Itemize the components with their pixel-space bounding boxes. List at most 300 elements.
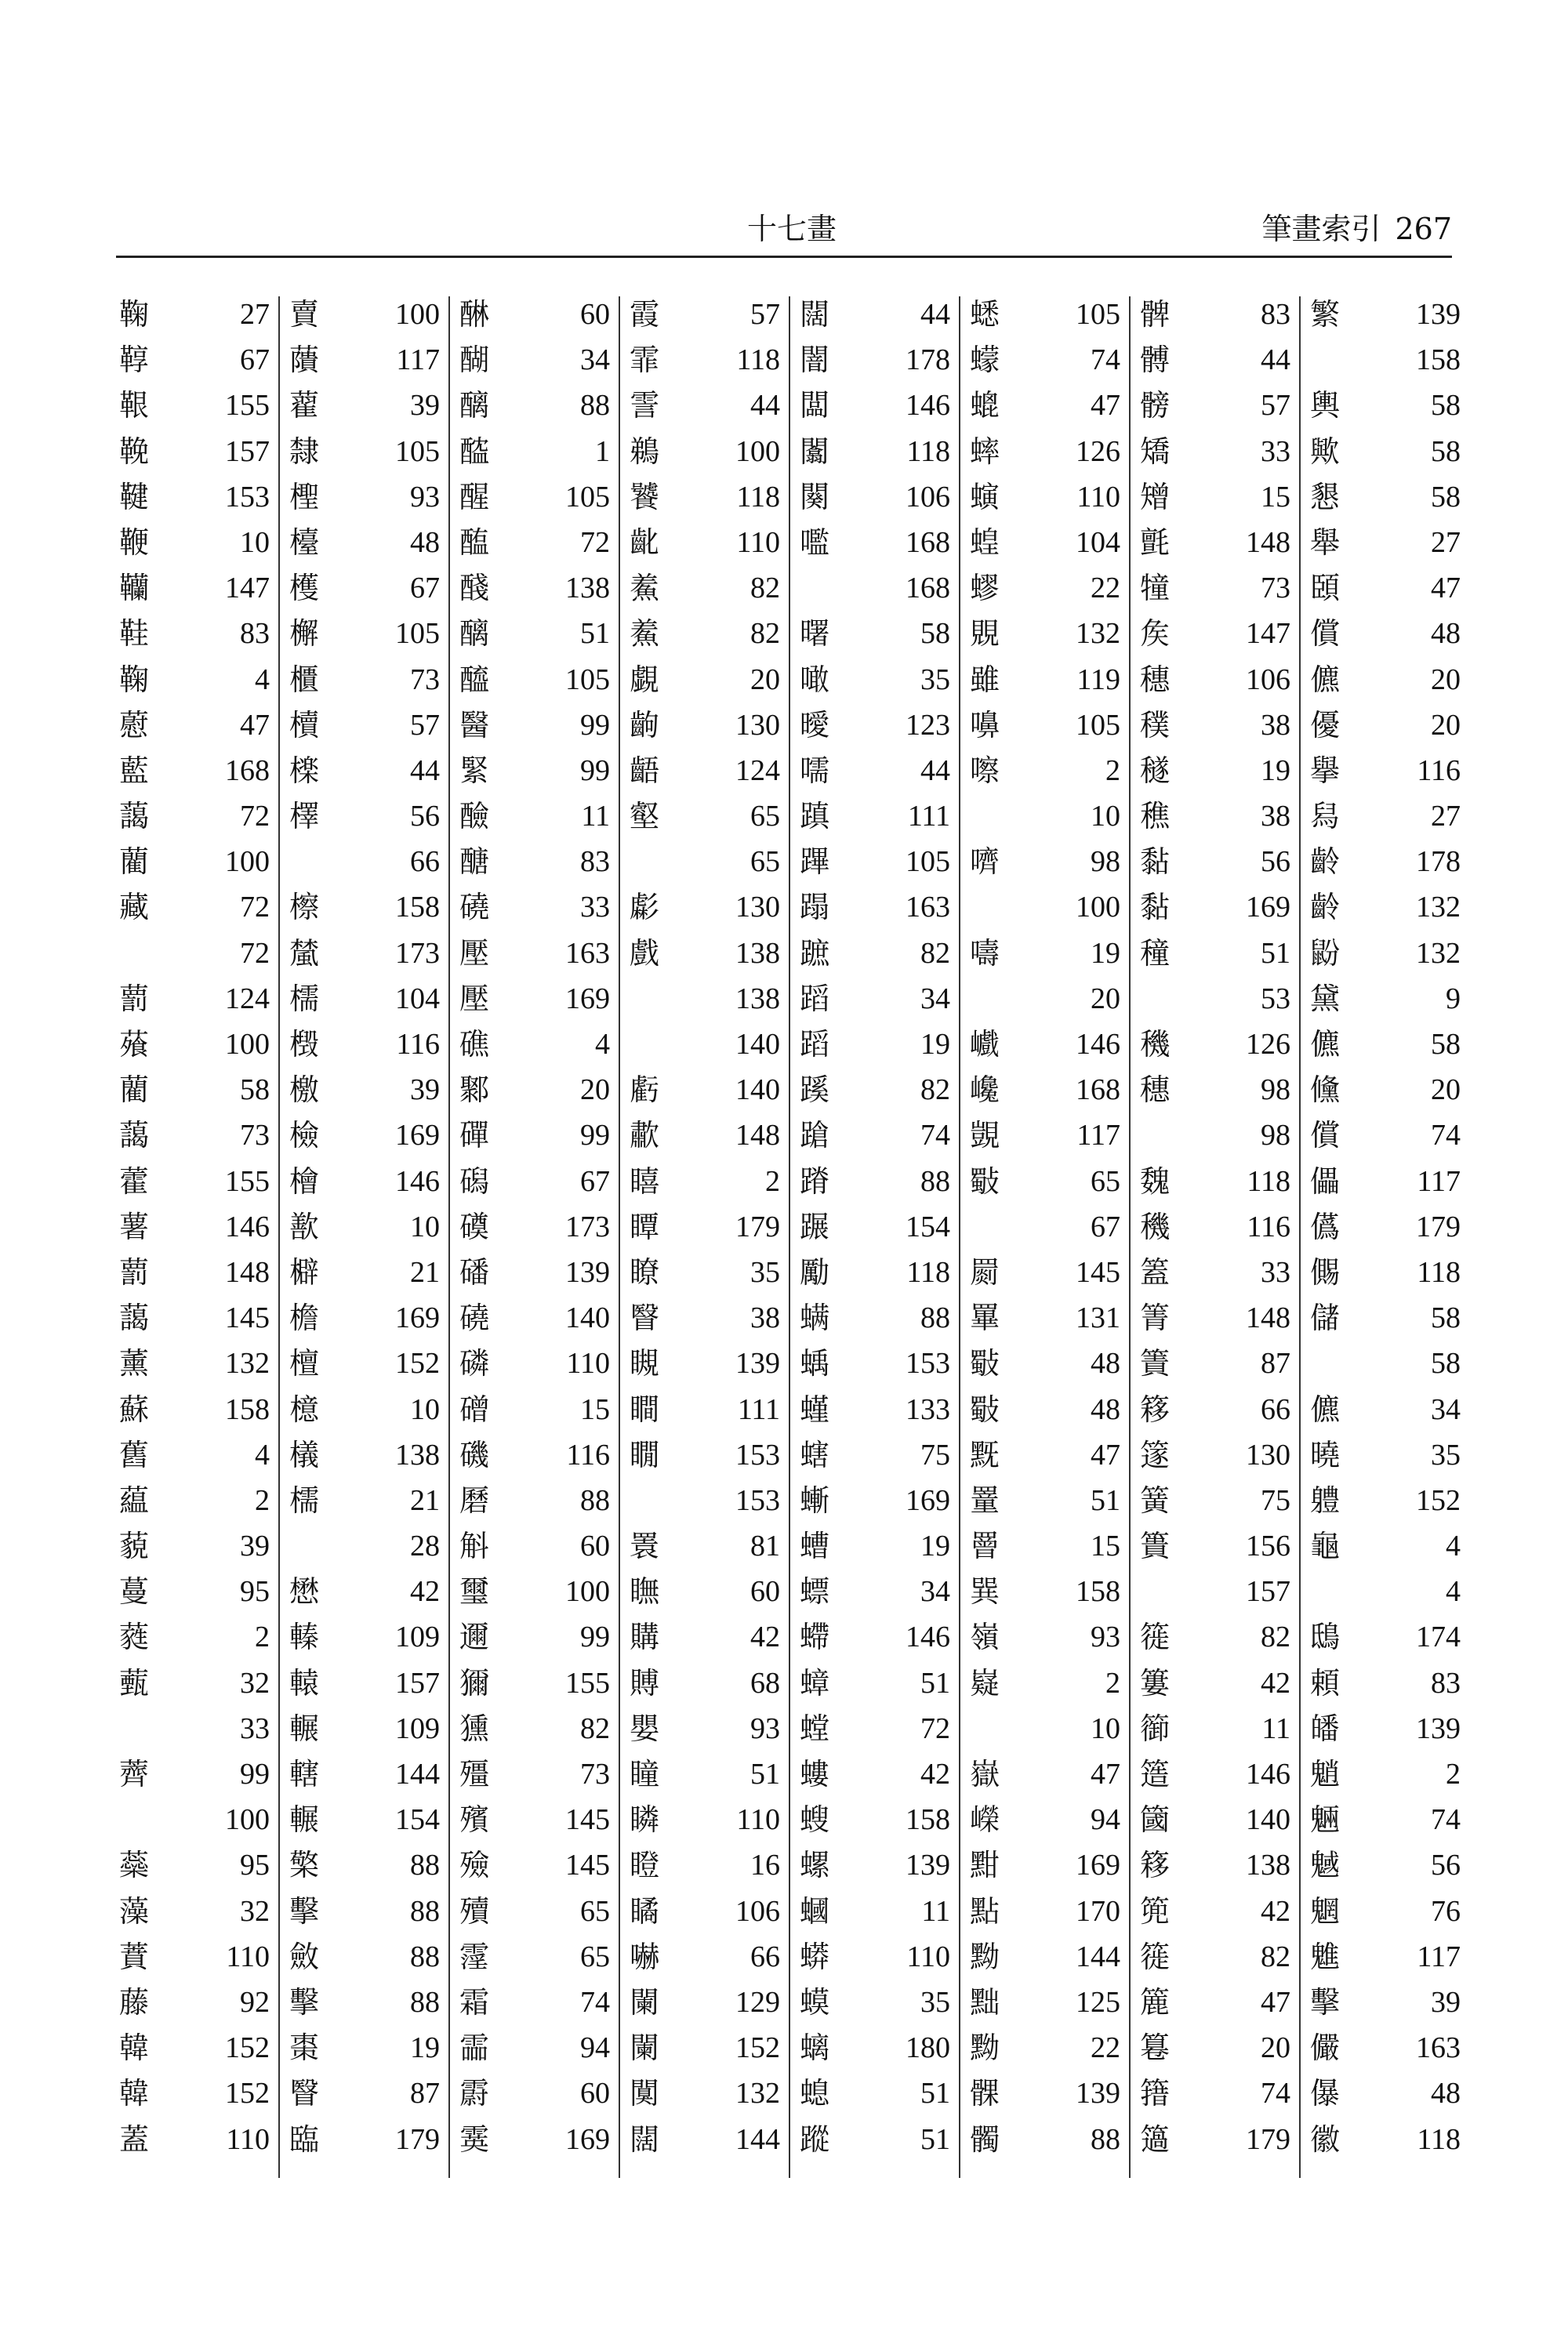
entry-character: 藐 <box>119 1529 150 1564</box>
index-label: 筆畫索引 <box>1261 212 1381 246</box>
entry-character: 黜 <box>970 1984 1000 2020</box>
index-entry <box>1307 884 1464 930</box>
entry-page-number: 126 <box>1076 434 1120 468</box>
entry-page-number: 82 <box>750 617 780 651</box>
entry-page-number: 60 <box>580 1530 610 1563</box>
entry-character: 螼 <box>800 1392 830 1427</box>
entry-page-number: 154 <box>906 1210 950 1243</box>
index-entry <box>626 1661 783 1706</box>
entry-character: 饕 <box>630 479 660 514</box>
entry-page-number: 109 <box>395 1621 440 1654</box>
entry-page-number: 148 <box>735 1119 780 1152</box>
index-entry <box>626 383 783 428</box>
index-entry <box>116 1934 273 1980</box>
entry-character: 螭 <box>800 2031 830 2066</box>
entry-page-number: 2 <box>255 1621 270 1654</box>
index-entry <box>1137 2071 1294 2116</box>
index-entry <box>797 1295 953 1341</box>
entry-character: 穗 <box>1140 662 1171 697</box>
index-entry <box>1307 1159 1464 1204</box>
entry-page-number: 15 <box>580 1392 610 1426</box>
entry-character: 邇 <box>459 1620 490 1655</box>
entry-character: 儦 <box>1310 1027 1341 1062</box>
entry-page-number: 173 <box>565 1210 610 1243</box>
entry-character: 檯 <box>289 524 320 560</box>
entry-page-number: 163 <box>565 936 610 970</box>
entry-page-number: 60 <box>580 2077 610 2111</box>
entry-character: 蟈 <box>800 1893 830 1929</box>
entry-page-number: 48 <box>1431 2077 1461 2111</box>
entry-character: 醣 <box>459 844 490 880</box>
entry-page-number: 123 <box>906 708 950 742</box>
page-number: 267 <box>1395 212 1452 246</box>
index-entry <box>1137 429 1294 474</box>
entry-character: 蹕 <box>800 844 830 880</box>
entry-character: 矰 <box>1140 479 1171 514</box>
entry-character: 螅 <box>800 2076 830 2111</box>
entry-character: 斛 <box>459 1529 490 1564</box>
entry-character: 髁 <box>970 2076 1000 2111</box>
index-entry <box>456 565 613 611</box>
index-entry <box>967 1250 1123 1295</box>
entry-character: 黏 <box>1140 890 1171 925</box>
index-entry <box>967 1295 1123 1341</box>
entry-character: 轅 <box>289 1665 320 1700</box>
entry-page-number: 105 <box>395 434 440 468</box>
index-entry <box>1307 1614 1464 1660</box>
entry-page-number: 88 <box>580 1483 610 1517</box>
entry-character: 穟 <box>1140 753 1171 788</box>
index-column <box>1307 292 1464 2162</box>
entry-character: 藹 <box>119 1118 150 1153</box>
entry-character: 瞖 <box>630 1301 660 1336</box>
entry-character: 嚌 <box>970 844 1000 880</box>
entry-page-number: 82 <box>1261 1621 1290 1654</box>
index-entry <box>967 839 1123 884</box>
index-entry <box>797 565 953 611</box>
index-entry <box>456 1022 613 1067</box>
index-entry <box>1137 520 1294 565</box>
entry-page-number: 95 <box>240 1849 270 1882</box>
entry-character: 篼 <box>1140 1893 1171 1929</box>
entry-page-number: 74 <box>920 1119 950 1152</box>
index-entry <box>286 1661 443 1706</box>
entry-character: 虧 <box>630 1073 660 1108</box>
entry-page-number: 51 <box>1261 936 1290 970</box>
index-entry <box>1137 1980 1294 2025</box>
entry-page-number: 118 <box>1417 2122 1461 2156</box>
index-entry <box>286 1751 443 1797</box>
index-entry <box>1307 383 1464 428</box>
index-entry <box>797 383 953 428</box>
index-entry <box>626 884 783 930</box>
index-entry <box>967 429 1123 474</box>
entry-page-number: 88 <box>1091 2122 1120 2156</box>
entry-character: 磶 <box>459 1163 490 1199</box>
index-entry <box>116 611 273 656</box>
index-entry <box>456 1797 613 1842</box>
entry-page-number: 93 <box>750 1711 780 1745</box>
entry-character: 賣 <box>289 297 320 332</box>
entry-character: 螕 <box>970 388 1000 423</box>
entry-page-number: 145 <box>1076 1255 1120 1289</box>
index-entry <box>286 1022 443 1067</box>
index-entry <box>967 1341 1123 1386</box>
index-entry <box>967 1614 1123 1660</box>
entry-character: 醫 <box>459 707 490 742</box>
entry-character: 穙 <box>1140 707 1171 742</box>
entry-character: 藹 <box>119 1301 150 1336</box>
entry-page-number: 65 <box>580 1894 610 1928</box>
entry-page-number: 140 <box>735 1073 780 1107</box>
index-entry <box>116 748 273 793</box>
entry-page-number: 138 <box>735 936 780 970</box>
entry-page-number: 139 <box>1416 298 1461 331</box>
index-entry <box>797 702 953 748</box>
index-entry <box>626 2117 783 2162</box>
index-entry <box>456 748 613 793</box>
entry-character: 鮺 <box>630 571 660 606</box>
index-entry <box>797 1889 953 1934</box>
index-entry <box>967 520 1123 565</box>
index-entry <box>797 1842 953 1888</box>
entry-character: 鞋 <box>119 616 150 652</box>
index-entry <box>116 337 273 383</box>
index-entry <box>116 1387 273 1432</box>
entry-page-number: 118 <box>1417 1255 1461 1289</box>
entry-page-number: 27 <box>1431 800 1461 833</box>
index-entry <box>626 1022 783 1067</box>
entry-page-number: 67 <box>410 572 440 605</box>
index-entry <box>456 1159 613 1204</box>
entry-character: 檪 <box>289 753 320 788</box>
index-entry <box>456 657 613 702</box>
index-entry <box>456 1204 613 1250</box>
entry-character: 霨 <box>459 2076 490 2111</box>
entry-character: 蠓 <box>970 343 1000 378</box>
index-entry <box>116 702 273 748</box>
entry-page-number: 48 <box>1091 1392 1120 1426</box>
entry-character: 輾 <box>289 1802 320 1838</box>
entry-character: 簃 <box>1140 1392 1171 1427</box>
entry-character: 嶺 <box>970 1620 1000 1655</box>
index-entry <box>286 748 443 793</box>
index-entry <box>1307 2025 1464 2071</box>
entry-page-number: 35 <box>1431 1438 1461 1472</box>
index-entry <box>116 793 273 839</box>
entry-character: 蔓 <box>119 1574 150 1610</box>
entry-page-number: 146 <box>1076 1028 1120 1061</box>
index-entry <box>626 474 783 520</box>
index-entry <box>626 1112 783 1158</box>
index-entry <box>1137 1751 1294 1797</box>
entry-page-number: 58 <box>1431 480 1461 514</box>
index-entry <box>967 1751 1123 1797</box>
entry-page-number: 168 <box>906 572 950 605</box>
entry-page-number: 180 <box>906 2031 950 2065</box>
entry-character: 蓋 <box>119 2122 150 2157</box>
entry-page-number: 99 <box>240 1758 270 1791</box>
entry-character: 殭 <box>459 1757 490 1791</box>
index-entry <box>626 1797 783 1842</box>
entry-character: 鄹 <box>459 1073 490 1108</box>
entry-page-number: 20 <box>1261 2031 1290 2065</box>
index-entry <box>1307 1797 1464 1842</box>
entry-character: 獯 <box>459 1711 490 1746</box>
entry-character: 黝 <box>970 1939 1000 1974</box>
entry-page-number: 74 <box>1431 1119 1461 1152</box>
entry-page-number: 66 <box>750 1940 780 1973</box>
entry-page-number: 19 <box>920 1028 950 1061</box>
entry-character: 黚 <box>970 1848 1000 1883</box>
index-entry <box>967 1022 1123 1067</box>
index-entry <box>626 1387 783 1432</box>
entry-page-number: 73 <box>580 1758 610 1791</box>
index-entry <box>456 976 613 1022</box>
entry-page-number: 47 <box>1091 1438 1120 1472</box>
index-entry <box>626 520 783 565</box>
index-entry <box>797 611 953 656</box>
entry-page-number: 15 <box>1091 1530 1120 1563</box>
index-entry <box>1307 748 1464 793</box>
entry-character: 嶽 <box>970 1757 1000 1791</box>
index-entry <box>116 1523 273 1569</box>
entry-page-number: 51 <box>750 1758 780 1791</box>
entry-character: 儵 <box>1310 1073 1341 1108</box>
index-entry <box>456 520 613 565</box>
entry-character: 瞪 <box>630 1848 660 1883</box>
index-entry <box>1137 1250 1294 1295</box>
entry-page-number: 67 <box>580 1164 610 1198</box>
index-entry <box>1137 1295 1294 1341</box>
entry-page-number: 81 <box>750 1530 780 1563</box>
entry-character: 魍 <box>1310 1893 1341 1929</box>
entry-character: 蟒 <box>800 1939 830 1974</box>
entry-page-number: 47 <box>1261 1985 1290 2019</box>
index-entry <box>626 1295 783 1341</box>
entry-character: 藅 <box>119 981 150 1016</box>
entry-character: 斀 <box>970 1392 1000 1427</box>
entry-page-number: 118 <box>736 343 780 377</box>
entry-character: 簻 <box>1140 2122 1171 2157</box>
entry-page-number: 58 <box>1431 434 1461 468</box>
entry-character: 鵜 <box>630 434 660 469</box>
entry-page-number: 100 <box>225 1028 270 1061</box>
entry-character: 醓 <box>459 434 490 469</box>
entry-page-number: 153 <box>735 1438 780 1472</box>
entry-page-number: 33 <box>240 1711 270 1745</box>
entry-character: 髆 <box>1140 343 1171 378</box>
column-separator <box>1129 296 1131 2178</box>
entry-page-number: 145 <box>565 1849 610 1882</box>
entry-character: 斂 <box>289 1939 320 1974</box>
entry-character: 儤 <box>1310 2076 1341 2111</box>
entry-page-number: 168 <box>906 525 950 559</box>
entry-character: 覷 <box>630 662 660 697</box>
entry-character: 醆 <box>459 571 490 606</box>
entry-page-number: 106 <box>735 1894 780 1928</box>
index-entry <box>967 1706 1123 1751</box>
entry-page-number: 105 <box>565 662 610 696</box>
entry-character: 勵 <box>800 1254 830 1290</box>
index-entry <box>116 2117 273 2162</box>
index-column <box>967 292 1123 2162</box>
entry-character: 儼 <box>1310 2031 1341 2066</box>
entry-character: 巉 <box>970 1073 1000 1108</box>
index-entry <box>1307 1661 1464 1706</box>
entry-page-number: 42 <box>750 1621 780 1654</box>
entry-page-number: 82 <box>750 572 780 605</box>
entry-page-number: 170 <box>1076 1894 1120 1928</box>
entry-page-number: 42 <box>920 1758 950 1791</box>
index-entry <box>626 1523 783 1569</box>
entry-page-number: 132 <box>1076 617 1120 651</box>
entry-page-number: 99 <box>580 1119 610 1152</box>
index-entry <box>286 292 443 337</box>
index-entry <box>1307 520 1464 565</box>
entry-character: 殰 <box>459 1893 490 1929</box>
entry-page-number: 57 <box>1261 389 1290 423</box>
entry-character: 韓 <box>119 2076 150 2111</box>
entry-character: 蟀 <box>970 434 1000 469</box>
entry-character: 蹠 <box>800 935 830 971</box>
entry-character: 霅 <box>630 388 660 423</box>
index-entry <box>967 611 1123 656</box>
entry-character: 醯 <box>459 662 490 697</box>
index-entry <box>1137 1889 1294 1934</box>
index-entry <box>626 1250 783 1295</box>
entry-character: 螻 <box>800 1757 830 1791</box>
entry-character: 檴 <box>289 571 320 606</box>
entry-page-number: 51 <box>920 1666 950 1700</box>
column-separator <box>278 296 280 2178</box>
index-entry <box>1137 611 1294 656</box>
entry-character: 磷 <box>459 1346 490 1381</box>
index-entry <box>1137 1022 1294 1067</box>
entry-page-number: 178 <box>906 343 950 377</box>
index-entry <box>797 2117 953 2162</box>
entry-character: 嚇 <box>630 1939 660 1974</box>
entry-page-number: 19 <box>1261 753 1290 787</box>
index-entry <box>456 429 613 474</box>
entry-character: 魊 <box>1310 1848 1341 1883</box>
index-entry <box>797 1022 953 1067</box>
index-entry <box>286 2025 443 2071</box>
entry-page-number: 2 <box>1105 753 1120 787</box>
entry-character: 螺 <box>800 1848 830 1883</box>
entry-page-number: 58 <box>240 1073 270 1107</box>
index-entry <box>1137 1569 1294 1614</box>
entry-character: 購 <box>630 1620 660 1655</box>
entry-character: 藏 <box>119 890 150 925</box>
entry-page-number: 117 <box>1076 1119 1120 1152</box>
entry-character: 殮 <box>459 1848 490 1883</box>
entry-character: 磽 <box>459 890 490 925</box>
entry-character: 藺 <box>119 1073 150 1108</box>
entry-character: 虨 <box>630 890 660 925</box>
entry-page-number: 2 <box>765 1164 780 1198</box>
index-entry <box>1307 429 1464 474</box>
index-entry <box>456 2025 613 2071</box>
entry-character: 儦 <box>1310 662 1341 697</box>
entry-character: 軆 <box>1310 1483 1341 1518</box>
index-entry <box>456 1842 613 1888</box>
entry-page-number: 48 <box>1431 617 1461 651</box>
entry-character: 薽 <box>119 1665 150 1700</box>
entry-page-number: 88 <box>580 389 610 423</box>
entry-character: 魋 <box>1310 1939 1341 1974</box>
entry-character: 點 <box>970 1893 1000 1929</box>
index-entry <box>1137 1523 1294 1569</box>
index-entry <box>626 657 783 702</box>
entry-character: 闇 <box>800 343 830 378</box>
index-entry <box>967 1889 1123 1934</box>
entry-character: 鞬 <box>119 479 150 514</box>
entry-page-number: 47 <box>1091 1758 1120 1791</box>
entry-character: 覬 <box>970 1118 1000 1153</box>
index-entry <box>286 1569 443 1614</box>
index-entry <box>286 976 443 1022</box>
entry-page-number: 100 <box>395 298 440 331</box>
entry-page-number: 66 <box>1261 1392 1290 1426</box>
entry-page-number: 179 <box>395 2122 440 2156</box>
index-entry <box>116 474 273 520</box>
index-entry <box>967 1523 1123 1569</box>
entry-page-number: 95 <box>240 1575 270 1609</box>
entry-page-number: 105 <box>565 480 610 514</box>
entry-character: 嬰 <box>630 1711 660 1746</box>
entry-page-number: 106 <box>906 480 950 514</box>
index-entry <box>626 2071 783 2116</box>
entry-page-number: 125 <box>1076 1985 1120 2019</box>
entry-page-number: 48 <box>410 525 440 559</box>
index-entry <box>456 931 613 976</box>
entry-character: 磳 <box>459 1392 490 1427</box>
entry-page-number: 140 <box>565 1301 610 1335</box>
index-entry <box>797 520 953 565</box>
entry-character: 鞠 <box>119 662 150 697</box>
index-entry <box>626 292 783 337</box>
index-entry <box>456 383 613 428</box>
index-column <box>797 292 953 2162</box>
entry-character: 犝 <box>1140 571 1171 606</box>
entry-page-number: 153 <box>906 1347 950 1381</box>
entry-page-number: 42 <box>1261 1894 1290 1928</box>
entry-page-number: 51 <box>1091 1483 1120 1517</box>
entry-character: 斀 <box>970 1163 1000 1199</box>
entry-character: 闆 <box>800 388 830 423</box>
entry-page-number: 158 <box>395 891 440 924</box>
entry-page-number: 105 <box>906 845 950 879</box>
index-entry <box>797 1112 953 1158</box>
entry-character: 魈 <box>1310 1757 1341 1791</box>
entry-character: 擊 <box>289 1893 320 1929</box>
index-entry <box>116 1478 273 1523</box>
entry-page-number: 57 <box>410 708 440 742</box>
entry-character: 醐 <box>459 343 490 378</box>
index-entry <box>797 1706 953 1751</box>
index-entry <box>797 292 953 337</box>
index-entry <box>797 793 953 839</box>
index-entry <box>797 1980 953 2025</box>
entry-character: 舉 <box>1310 524 1341 560</box>
entry-character: 壓 <box>459 981 490 1016</box>
entry-page-number: 72 <box>580 525 610 559</box>
index-entry <box>456 1523 613 1569</box>
entry-character: 檀 <box>289 1346 320 1381</box>
entry-page-number: 88 <box>410 1894 440 1928</box>
index-entry <box>967 1934 1123 1980</box>
